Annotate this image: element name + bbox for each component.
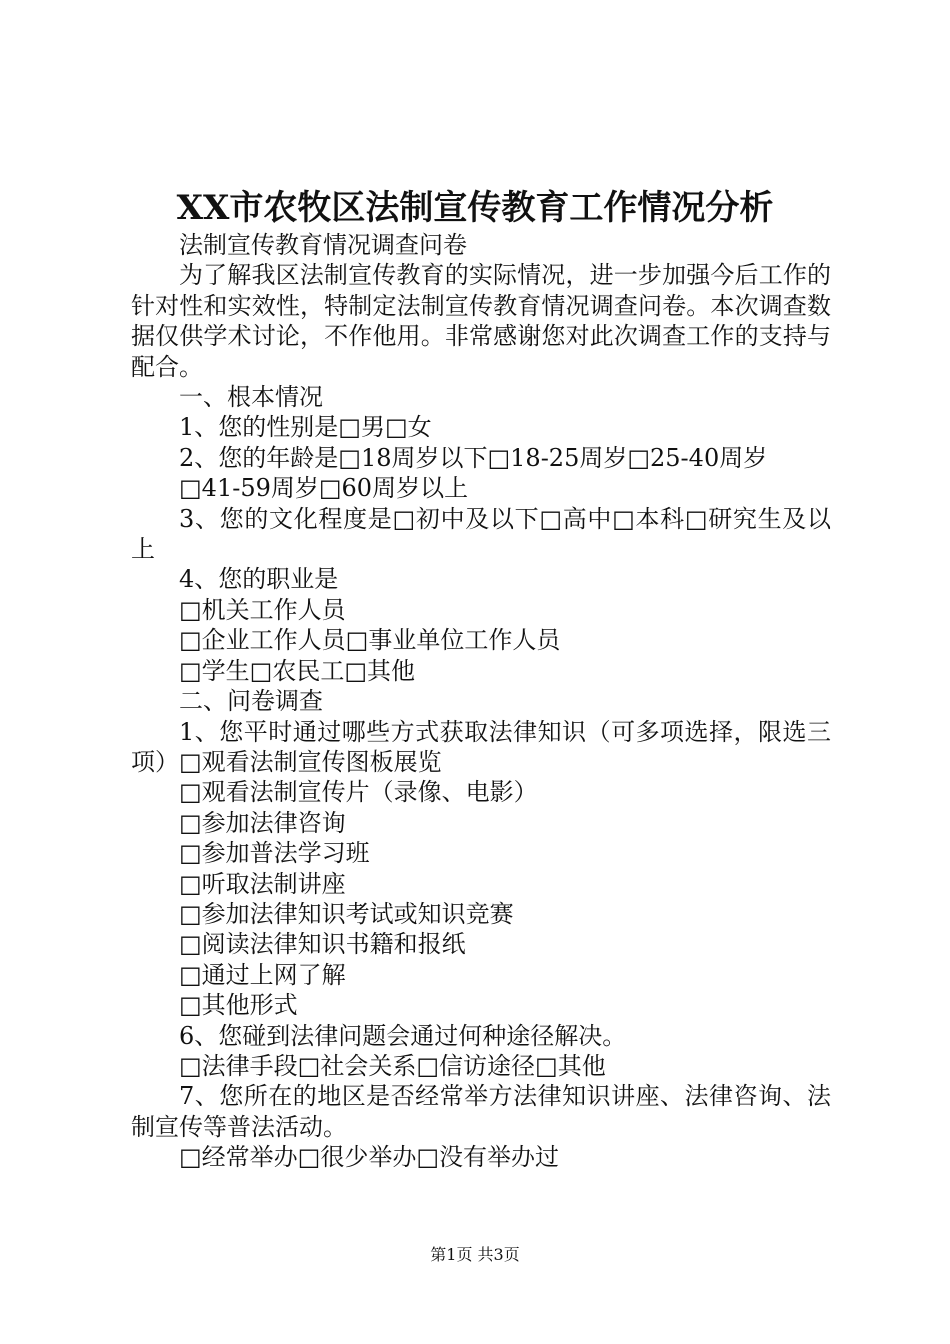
paragraph: 为了解我区法制宣传教育的实际情况，进一步加强今后工作的针对性和实效性，特制定法制宣传教育情况调查问卷。本次调查数据仅供学术讨论，不作他用。非常感谢您对此次调查工作的支持与配合。 [131, 261, 831, 381]
option-line: □参加法律知识考试或知识竞赛 [179, 899, 514, 928]
option-line: □法律手段□社会关系□信访途径□其他 [179, 1051, 606, 1080]
paragraph: 法制宣传教育情况调查问卷 [179, 231, 467, 259]
option-line: □机关工作人员 [179, 595, 346, 624]
question: 3、您的文化程度是□初中及以下□高中□本科□研究生及以上 [131, 504, 831, 564]
document-body [131, 230, 831, 1173]
question: 6、您碰到法律问题会通过何种途径解决。 [179, 1021, 627, 1050]
option-line: □通过上网了解 [179, 960, 346, 989]
page-footer: 第1页 共3页 [430, 1245, 520, 1264]
option-line: □其他形式 [179, 991, 298, 1020]
option-line: □学生□农民工□其他 [179, 656, 416, 685]
option-line: □阅读法律知识书籍和报纸 [179, 930, 466, 959]
option-line: □参加普法学习班 [179, 839, 370, 868]
question: 2、您的年龄是□18周岁以下□18-25周岁□25-40周岁 [179, 443, 768, 472]
section-heading: 一、根本情况 [179, 383, 323, 412]
option-line: □企业工作人员□事业单位工作人员 [179, 626, 561, 655]
section-heading: 二、问卷调查 [179, 687, 323, 716]
option-line: □听取法制讲座 [179, 869, 346, 898]
option-line: □参加法律咨询 [179, 808, 346, 837]
option-line: □41-59周岁□60周岁以上 [179, 474, 469, 503]
question: 4、您的职业是 [179, 565, 339, 594]
option-line: □经常举办□很少举办□没有举办过 [179, 1143, 560, 1172]
document-title: XX市农牧区法制宣传教育工作情况分析 [176, 188, 774, 228]
question: 1、您平时通过哪些方式获取法律知识（可多项选择，限选三项）□观看法制宣传图板展览 [131, 717, 831, 776]
option-line: □观看法制宣传片（录像、电影） [179, 778, 538, 807]
question: 1、您的性别是□男□女 [179, 413, 432, 442]
question: 7、您所在的地区是否经常举方法律知识讲座、法律咨询、法制宣传等普法活动。 [131, 1082, 831, 1141]
